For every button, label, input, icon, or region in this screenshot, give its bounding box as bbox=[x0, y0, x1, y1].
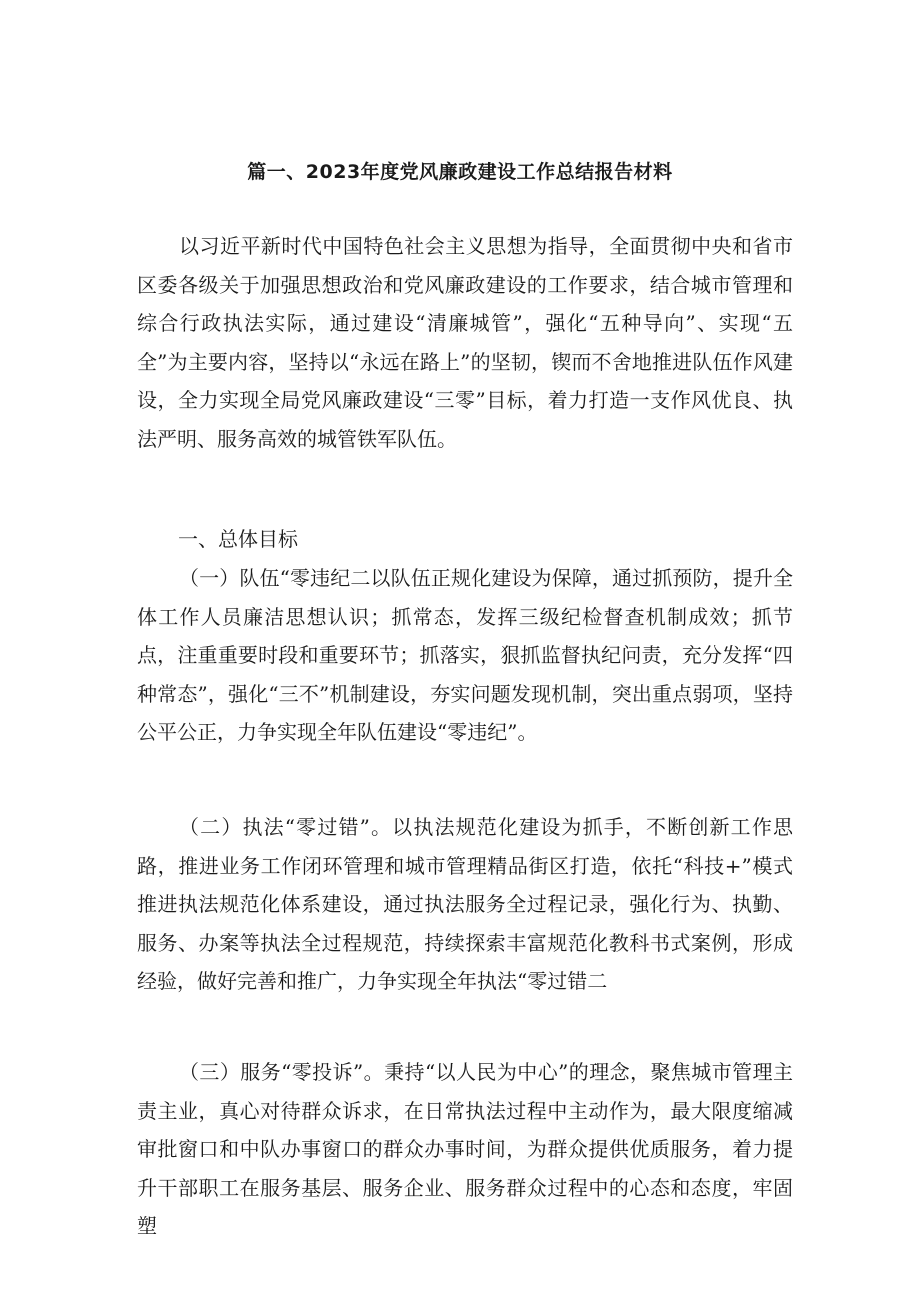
intro-paragraph bbox=[137, 227, 793, 469]
paragraph-text: （二）执法“零过错”。以执法规范化建设为抓手，不断创新工作思路，推进业务工作闭环管理和城市管理精品街区打造，依托“科技+”模式推进执法规范化体系建设，通过执法服务全过程记录，强化行为、执勤、服务、办案等执法全过程规范，持续探索丰富规范化教科书式案例，形成经验，做好完善和推广，力争实现全年执法“零过错二 bbox=[137, 815, 793, 994]
section-heading: 一、总体目标 bbox=[178, 527, 298, 551]
item-paragraph-2 bbox=[137, 808, 793, 1011]
item-paragraph-3 bbox=[137, 1053, 793, 1256]
paragraph-text: （一）队伍“零违纪二以队伍正规化建设为保障，通过抓预防，提升全体工作人员廉洁思想认识；抓常态，发挥三级纪检督查机制成效；抓节点，注重重要时段和重要环节；抓落实，狠抓监督执纪问责，充分发挥“四种常态”，强化“三不”机制建设，夯实问题发现机制，突出重点弱项，坚持公平公正，力争实现全年队伍建设“零违纪”。 bbox=[137, 566, 793, 745]
paragraph-text: （三）服务“零投诉”。秉持“以人民为中心”的理念，聚焦城市管理主责主业，真心对待群众诉求，在日常执法过程中主动作为，最大限度缩减审批窗口和中队办事窗口的群众办事时间，为群众提供优质服务，着力提升干部职工在服务基层、服务企业、服务群众过程中的心态和态度，牢固塑 bbox=[137, 1060, 793, 1239]
document-title: 篇一、2023年度党风廉政建设工作总结报告材料 bbox=[247, 161, 673, 183]
paragraph-text: 以习近平新时代中国特色社会主义思想为指导，全面贯彻中央和省市区委各级关于加强思想政治和党风廉政建设的工作要求，结合城市管理和综合行政执法实际，通过建设“清廉城管”，强化“五种导向”、实现“五全”为主要内容，坚持以“永远在路上”的坚韧，锲而不舍地推进队伍作风建设，全力实现全局党风廉政建设“三零”目标，着力打造一支作风优良、执法严明、服务高效的城管铁军队伍。 bbox=[137, 234, 793, 451]
item-paragraph-1 bbox=[137, 559, 793, 762]
